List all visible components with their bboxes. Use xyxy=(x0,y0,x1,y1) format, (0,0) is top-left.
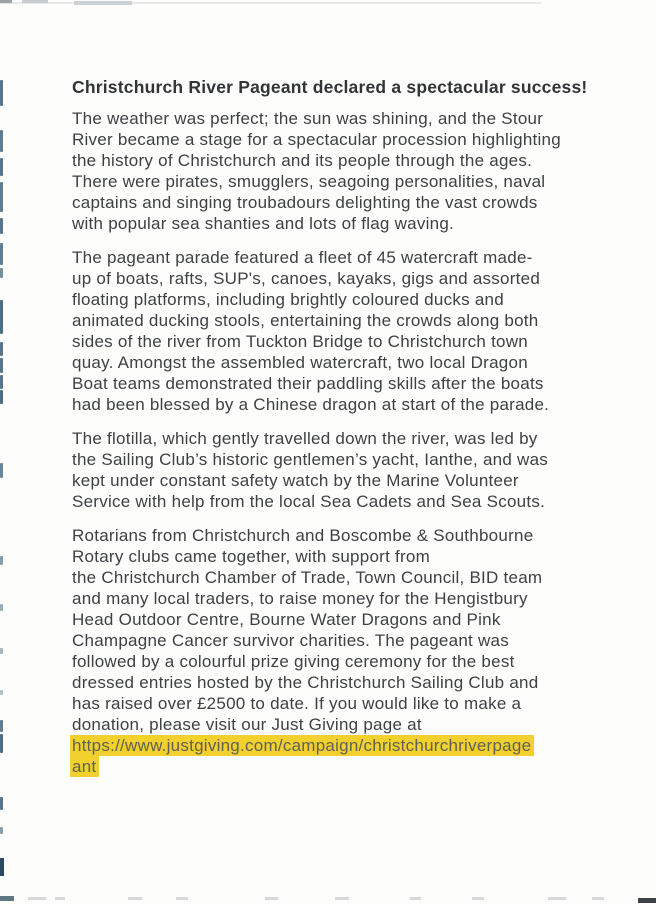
text-line: There were pirates, smugglers, seagoing personalities, naval xyxy=(72,172,546,191)
article-paragraph-rotarians xyxy=(72,525,596,735)
text-line: Service with help from the local Sea Cadets and Sea Scouts. xyxy=(72,492,546,511)
scan-artifact-left-dash xyxy=(0,130,3,152)
scan-artifact-bottom-dash xyxy=(410,897,421,900)
text-line: the Christchurch Chamber of Trade, Town Council, BID team xyxy=(72,568,543,587)
text-line: followed by a colourful prize giving ceremony for the best xyxy=(72,652,515,671)
scan-artifact-left-dash xyxy=(0,300,3,334)
text-line: Boat teams demonstrated their paddling skills after the boats xyxy=(72,374,544,393)
justgiving-link-line-1[interactable]: https://www.justgiving.com/campaign/christchurchriverpage xyxy=(70,735,534,756)
text-line: and many local traders, to raise money for the Hengistbury xyxy=(72,589,528,608)
scan-artifact-bottom-dash xyxy=(548,897,566,900)
scan-artifact-bottom-dash xyxy=(55,897,65,900)
text-line: sides of the river from Tuckton Bridge to Christchurch town xyxy=(72,332,528,351)
text-line: The weather was perfect; the sun was shining, and the Stour xyxy=(72,109,544,128)
text-line: the Sailing Club’s historic gentlemen’s yacht, Ianthe, and was xyxy=(72,450,549,469)
article-title: Christchurch River Pageant declared a spectacular success! xyxy=(72,77,588,97)
scan-artifact-bottom-mark xyxy=(0,896,14,901)
scan-artifact-left-dash xyxy=(0,182,3,212)
scan-artifact-left-dash xyxy=(0,797,3,810)
scan-artifact-bottom-dash xyxy=(472,897,484,900)
scan-artifact-bottom-mark xyxy=(638,898,656,903)
article-paragraph-weather xyxy=(72,108,596,234)
scan-artifact-bottom-dash xyxy=(592,897,604,900)
text-line: Rotary clubs came together, with support from xyxy=(72,547,431,566)
text-line: Champagne Cancer survivor charities. The pageant was xyxy=(72,631,509,650)
scan-artifact-bottom-dash xyxy=(265,897,278,900)
scan-artifact-left-dash xyxy=(0,375,3,389)
text-line: animated ducking stools, entertaining the crowds along both xyxy=(72,311,539,330)
text-line: donation, please visit our Just Giving page at xyxy=(72,715,422,734)
text-line: The pageant parade featured a fleet of 45 watercraft made- xyxy=(72,248,533,267)
text-line: the history of Christchurch and its people through the ages. xyxy=(72,151,533,170)
scan-artifact-left-dash xyxy=(0,158,3,176)
scan-artifact-top-mark xyxy=(74,1,132,5)
scan-artifact-bottom-dash xyxy=(28,897,46,900)
scan-artifact-left-dash xyxy=(0,268,3,278)
scan-artifact-left-dash xyxy=(0,80,3,106)
scan-artifact-bottom-dash xyxy=(128,897,142,900)
text-line: River became a stage for a spectacular procession highlighting xyxy=(72,130,561,149)
text-line: dressed entries hosted by the Christchurch Sailing Club and xyxy=(72,673,539,692)
text-line: kept under constant safety watch by the Marine Volunteer xyxy=(72,471,519,490)
article-paragraph-parade xyxy=(72,247,596,415)
scan-artifact-left-dash xyxy=(0,604,3,611)
scan-artifact-left-dash xyxy=(0,463,3,478)
scan-artifact-left-dash xyxy=(0,218,3,234)
text-line: has raised over £2500 to date. If you would like to make a xyxy=(72,694,522,713)
scan-artifact-top-mark xyxy=(0,0,12,3)
scan-artifact-bottom-left-bar xyxy=(0,858,4,876)
scan-artifact-left-dash xyxy=(0,342,3,356)
text-line: had been blessed by a Chinese dragon at start of the parade. xyxy=(72,395,550,414)
article-paragraph-flotilla xyxy=(72,428,596,512)
scan-artifact-left-dash xyxy=(0,243,3,265)
scan-artifact-left-dash xyxy=(0,390,3,404)
justgiving-link[interactable] xyxy=(72,735,596,777)
text-line: The flotilla, which gently travelled down the river, was led by xyxy=(72,429,538,448)
text-line: up of boats, rafts, SUP's, canoes, kayaks, gigs and assorted xyxy=(72,269,541,288)
scan-artifact-left-dash xyxy=(0,827,3,834)
text-line: quay. Amongst the assembled watercraft, two local Dragon xyxy=(72,353,528,372)
text-line: with popular sea shanties and lots of flag waving. xyxy=(72,214,455,233)
text-line: Rotarians from Christchurch and Boscombe & Southbourne xyxy=(72,526,534,545)
scan-artifact-bottom-dash xyxy=(335,897,349,900)
justgiving-link-line-2[interactable]: ant xyxy=(70,756,99,777)
scan-artifact-left-dash xyxy=(0,358,3,373)
scan-artifact-left-dash xyxy=(0,690,3,695)
text-line: Head Outdoor Centre, Bourne Water Dragons and Pink xyxy=(72,610,501,629)
article xyxy=(72,76,596,777)
scan-artifact-left-dash xyxy=(0,648,3,654)
scan-artifact-top-mark xyxy=(22,0,48,3)
text-line: floating platforms, including brightly coloured ducks and xyxy=(72,290,504,309)
scan-artifact-left-dash xyxy=(0,720,3,732)
scan-artifact-left-dash xyxy=(0,734,3,753)
text-line: captains and singing troubadours delighting the vast crowds xyxy=(72,193,538,212)
scan-artifact-left-dash xyxy=(0,556,3,565)
scan-artifact-bottom-dash xyxy=(176,897,188,900)
